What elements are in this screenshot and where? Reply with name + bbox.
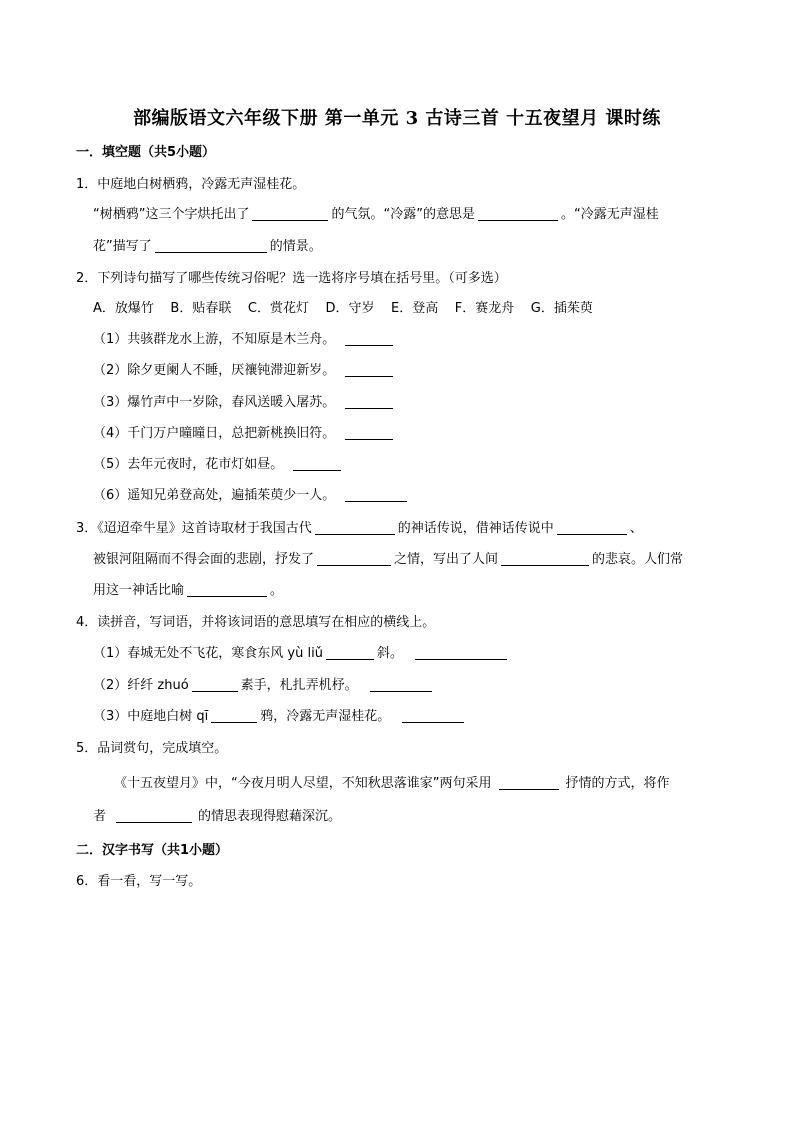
question-5-line-1 — [114, 775, 670, 793]
question-4-item-1 — [93, 645, 510, 663]
question-2-item-5 — [93, 456, 344, 474]
q5-text-b: 抒情的方式，将作 — [565, 776, 670, 791]
q2-item-1-blank[interactable] — [345, 331, 393, 346]
q3-text-e: 之情，写出了人间 — [394, 552, 499, 567]
q4-item-3-text-a: （3）中庭地白树 qī — [93, 709, 209, 724]
q1-text-d: 花”描写了 — [93, 239, 152, 254]
q3-text-h: 。 — [270, 583, 284, 598]
question-2-item-2 — [93, 362, 396, 380]
q2-item-2-text: （2）除夕更阑人不睡，厌禳钝滞迎新岁。 — [93, 363, 336, 378]
q5-blank-2[interactable] — [116, 808, 192, 823]
question-3-line-3 — [93, 582, 283, 600]
q4-item-3-meaning-blank[interactable] — [402, 708, 464, 723]
question-4-item-2 — [93, 677, 435, 695]
q3-blank-4[interactable] — [501, 551, 589, 566]
q3-blank-2[interactable] — [557, 520, 627, 535]
q2-item-3-text: （3）爆竹声中一岁除，春风送暖入屠苏。 — [93, 395, 336, 410]
q3-text-f: 的悲哀。人们常 — [592, 552, 684, 567]
q4-item-3-pinyin-blank[interactable] — [211, 708, 257, 723]
q4-item-1-meaning-blank[interactable] — [415, 645, 507, 660]
q3-blank-3[interactable] — [317, 551, 391, 566]
q5-text-c: 者 — [93, 809, 107, 824]
q3-text-a: 3．《迢迢牵牛星》这首诗取材于我国古代 — [76, 521, 312, 536]
q3-text-d: 被银河阻隔而不得会面的悲剧，抒发了 — [93, 552, 315, 567]
q4-item-1-pinyin-blank[interactable] — [326, 645, 374, 660]
question-4-stem: 4．读拼音，写词语，并将该词语的意思填写在相应的横线上。 — [76, 615, 436, 630]
section-heading-writing: 二．汉字书写（共1小题） — [76, 843, 229, 858]
q4-item-3-text-b: 鸦，冷露无声湿桂花。 — [260, 709, 391, 724]
q2-item-5-blank[interactable] — [293, 456, 341, 471]
question-1-line-1 — [93, 206, 659, 224]
q4-item-2-text-a: （2）纤纤 zhuó — [93, 678, 189, 693]
question-3-line-2 — [93, 551, 725, 569]
question-1-stem: 1．中庭地白树栖鸦，冷露无声湿桂花。 — [76, 177, 306, 192]
question-4-item-3 — [93, 708, 467, 726]
question-2-item-1 — [93, 331, 396, 349]
question-5-stem: 5．品词赏句，完成填空。 — [76, 741, 228, 756]
q2-item-3-blank[interactable] — [345, 394, 393, 409]
document-title: 部编版语文六年级下册 第一单元 3 古诗三首 十五夜望月 课时练 — [133, 108, 661, 129]
q4-item-1-text-a: （1）春城无处不飞花，寒食东风 yù liǔ — [93, 646, 323, 661]
q2-item-5-text: （5）去年元夜时，花市灯如昼。 — [93, 457, 284, 472]
q3-text-b: 的神话传说，借神话传说中 — [397, 521, 554, 536]
question-3-line-1 — [76, 520, 724, 538]
q2-item-6-blank[interactable] — [345, 487, 407, 502]
question-2-item-6 — [93, 487, 410, 505]
q1-blank-2[interactable] — [478, 206, 558, 221]
q4-item-2-pinyin-blank[interactable] — [192, 677, 238, 692]
question-2-stem: 2．下列诗句描写了哪些传统习俗呢？选一选将序号填在括号里。（可多选） — [76, 271, 507, 286]
q1-text-c: 。“冷露无声湿桂 — [560, 207, 659, 222]
q1-text-a: “树栖鸦”这三个字烘托出了 — [93, 207, 250, 222]
q1-text-e: 的情景。 — [269, 239, 322, 254]
q1-blank-3[interactable] — [155, 238, 267, 253]
q3-text-c: 、 — [629, 521, 643, 536]
q3-blank-5[interactable] — [187, 582, 267, 597]
q2-item-4-text: （4）千门万户曈曈日，总把新桃换旧符。 — [93, 426, 336, 441]
q4-item-2-text-b: 素手，札扎弄机杼。 — [240, 678, 358, 693]
q5-text-d: 的情思表现得慰藉深沉。 — [198, 809, 342, 824]
q5-text-a: 《十五夜望月》中，“今夜月明人尽望，不知秋思落谁家”两句采用 — [114, 776, 492, 791]
q2-item-1-text: （1）共骇群龙水上游，不知原是木兰舟。 — [93, 332, 336, 347]
q4-item-2-meaning-blank[interactable] — [370, 677, 432, 692]
q4-item-1-text-b: 斜。 — [376, 646, 403, 661]
question-2-item-4 — [93, 425, 396, 443]
q5-blank-1[interactable] — [499, 775, 559, 790]
q2-item-6-text: （6）遥知兄弟登高处，遍插茱萸少一人。 — [93, 488, 336, 503]
question-5-line-2 — [93, 808, 341, 826]
q3-text-g: 用这一神话比喻 — [93, 583, 185, 598]
question-6-stem: 6．看一看，写一写。 — [76, 874, 202, 889]
q2-item-2-blank[interactable] — [345, 362, 393, 377]
q3-blank-1[interactable] — [315, 520, 395, 535]
question-1-line-2 — [93, 238, 322, 256]
q1-text-b: 的气氛。“冷露”的意思是 — [331, 207, 475, 222]
q1-blank-1[interactable] — [252, 206, 328, 221]
section-heading-fill-in: 一．填空题（共5小题） — [76, 145, 216, 160]
question-2-item-3 — [93, 394, 396, 412]
question-2-options: A．放爆竹 B．贴春联 C．赏花灯 D．守岁 E．登高 F．赛龙舟 G．插茱萸 — [93, 301, 593, 316]
q2-item-4-blank[interactable] — [345, 425, 393, 440]
